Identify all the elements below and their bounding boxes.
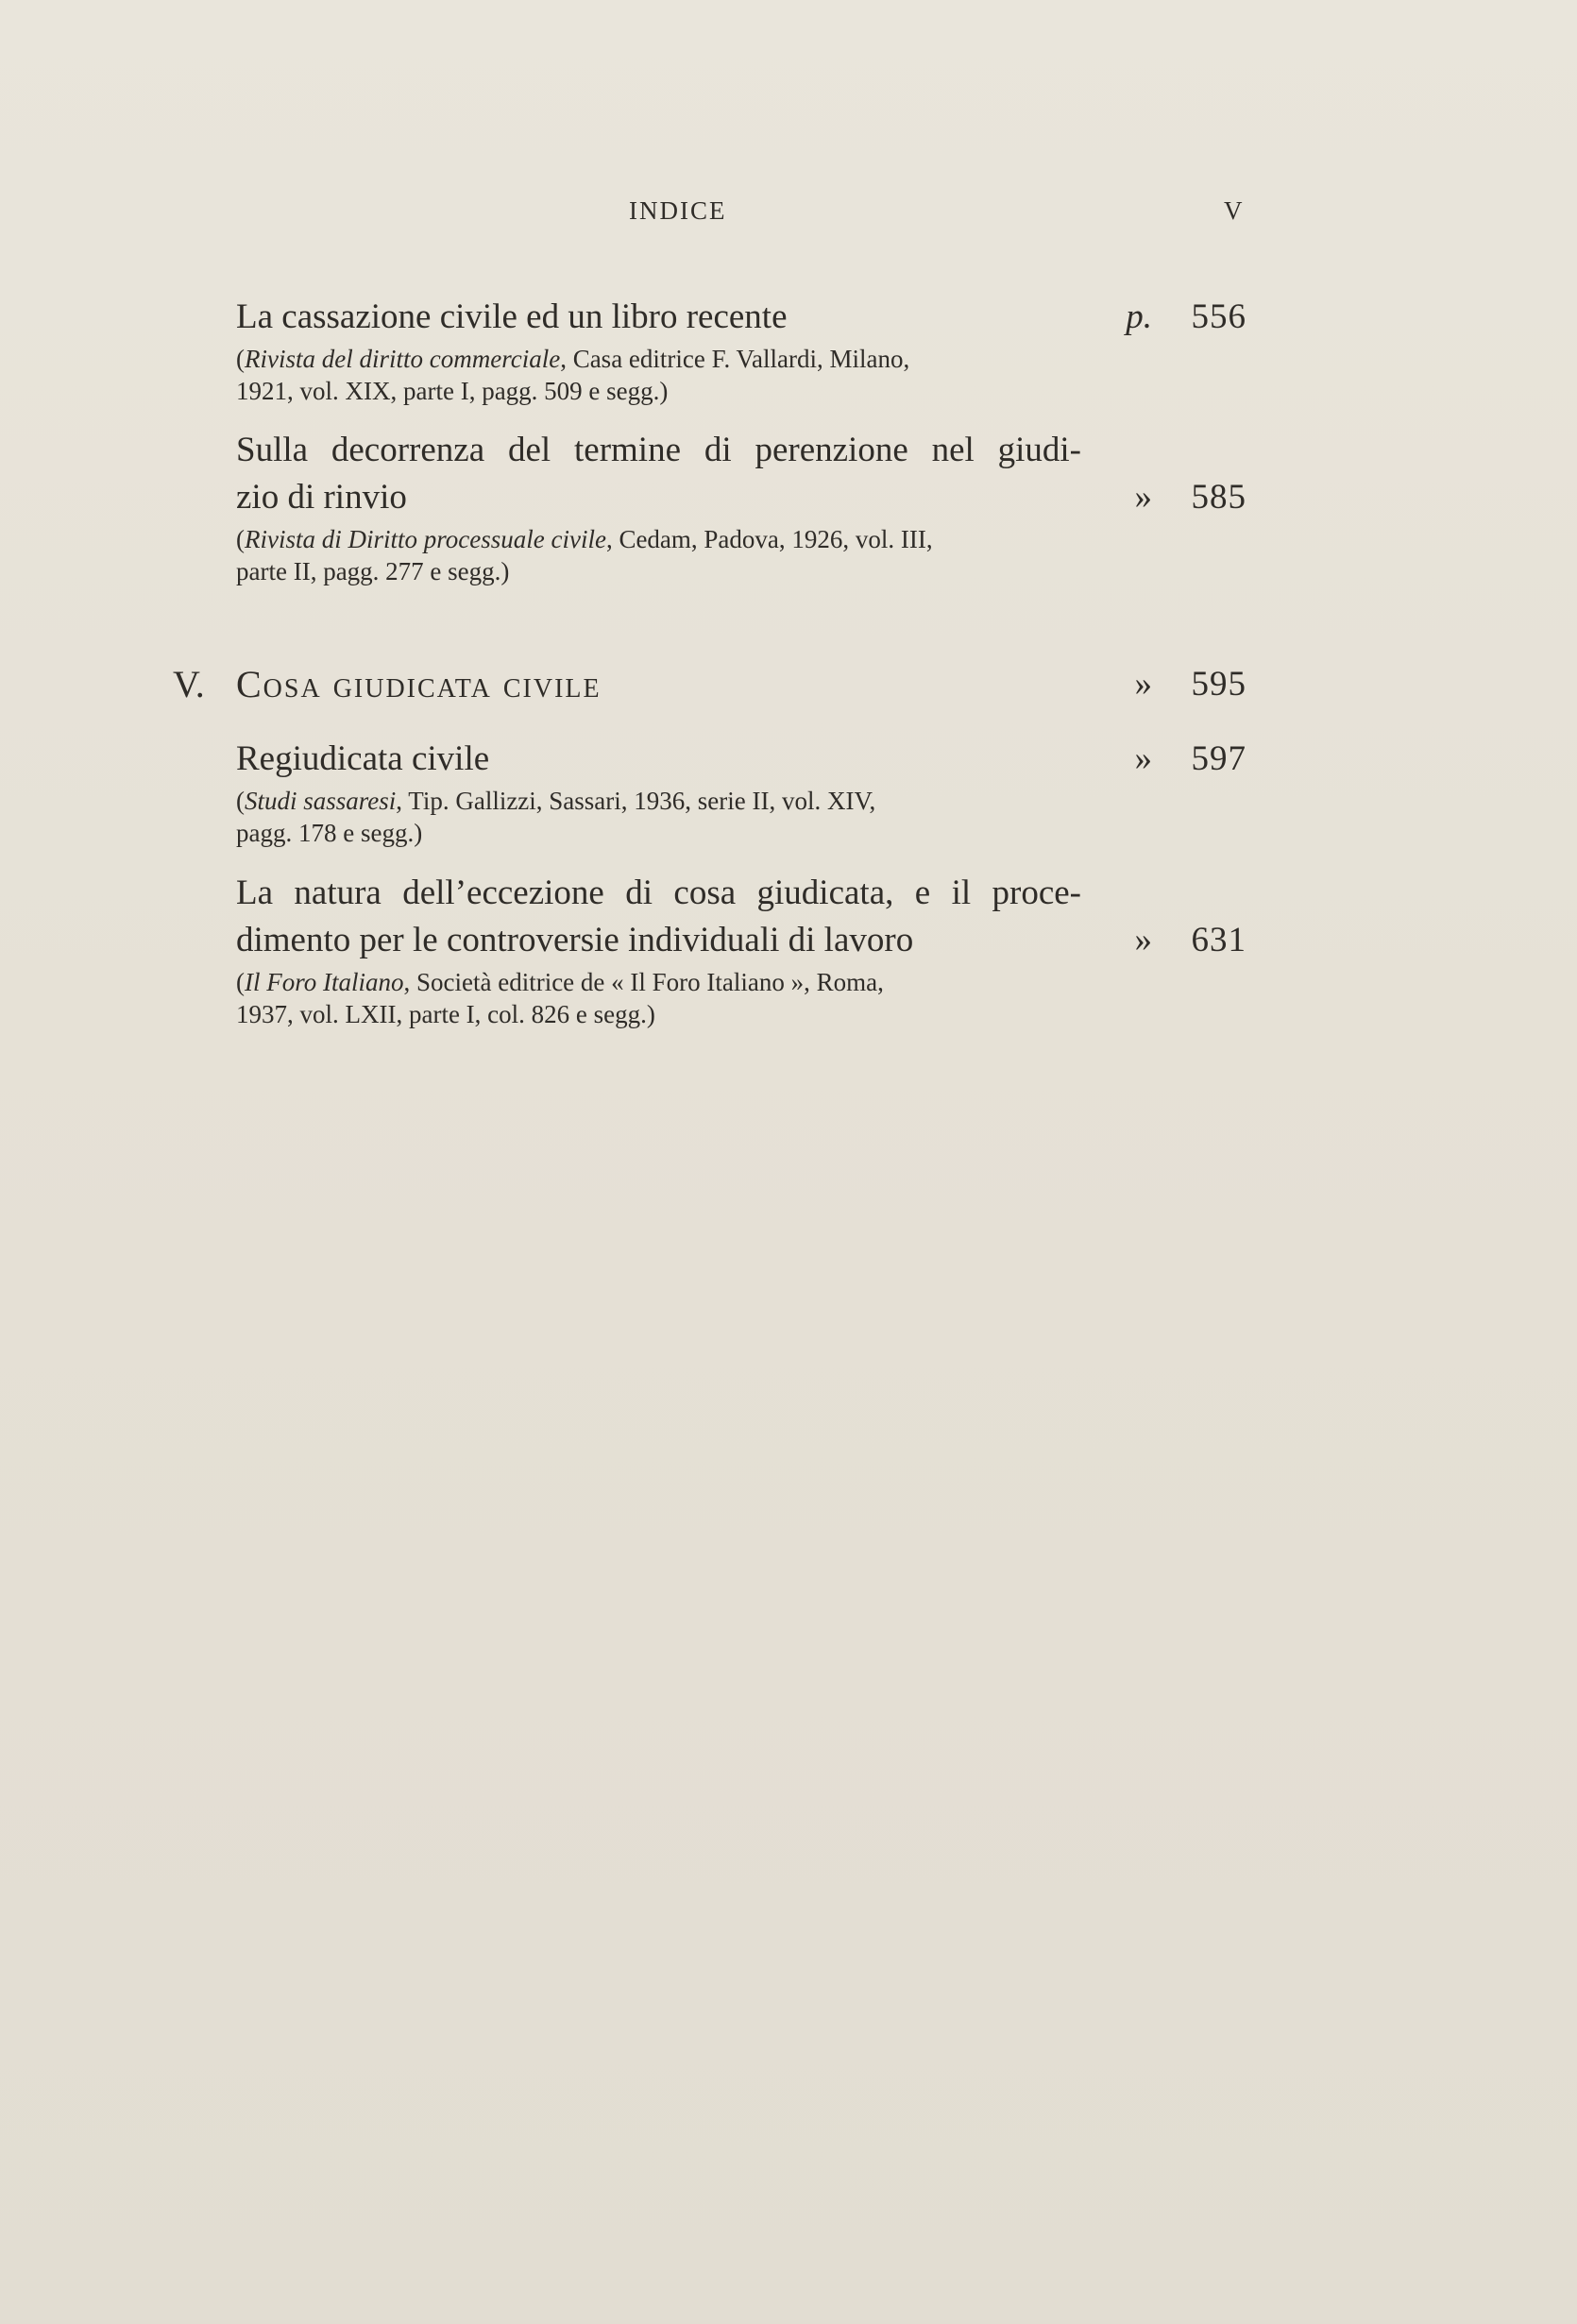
- citation-details-cont: parte II, pagg. 277 e segg.): [236, 557, 510, 585]
- running-head-title: INDICE: [629, 196, 727, 225]
- toc-entry: [236, 870, 1246, 1030]
- entry-title-line: La natura dell’eccezione di cosa giudicata, e il proce-: [236, 874, 1081, 912]
- page-number: 595: [1191, 665, 1246, 704]
- entry-page-ref: [1134, 917, 1246, 964]
- section-title: Cosa giudicata civile: [236, 663, 602, 705]
- page-number: 631: [1191, 921, 1246, 959]
- page-folio: V: [1224, 196, 1245, 225]
- entry-title-line: La cassazione civile ed un libro recente: [236, 297, 788, 336]
- page-prefix: p.: [1126, 297, 1152, 336]
- ditto-mark: »: [1134, 478, 1152, 517]
- entry-citation: (Rivista di Diritto processuale civile, Cedam, Padova, 1926, vol. III, parte II, pagg. 277 e segg.): [236, 523, 1081, 587]
- section-page-ref: [1134, 661, 1246, 708]
- entry-page-ref: [1126, 294, 1246, 341]
- entry-page-ref: [1134, 474, 1246, 521]
- toc-entry: [236, 427, 1246, 587]
- entry-title-line: dimento per le controversie individuali di lavoro: [236, 921, 914, 959]
- citation-journal: Rivista del diritto commerciale: [245, 345, 561, 373]
- citation-details-cont: 1921, vol. XIX, parte I, pagg. 509 e segg.): [236, 377, 669, 405]
- page-number: 597: [1191, 739, 1246, 778]
- citation-details: , Casa editrice F. Vallardi, Milano,: [560, 345, 910, 373]
- citation-details: , Tip. Gallizzi, Sassari, 1936, serie II, vol. XIV,: [396, 787, 876, 815]
- entry-title-line: zio di rinvio: [236, 478, 407, 517]
- ditto-mark: »: [1134, 665, 1152, 704]
- citation-details-cont: 1937, vol. LXII, parte I, col. 826 e segg.): [236, 1000, 655, 1028]
- running-head: [0, 196, 1577, 234]
- page-number: 585: [1191, 478, 1246, 517]
- ditto-mark: »: [1134, 921, 1152, 959]
- entry-title-line: Sulla decorrenza del termine di perenzione nel giudi-: [236, 431, 1081, 469]
- citation-details: , Cedam, Padova, 1926, vol. III,: [605, 525, 933, 553]
- entry-citation: (Il Foro Italiano, Società editrice de « Il Foro Italiano », Roma, 1937, vol. LXII, parte I, col. 826 e segg.): [236, 966, 1081, 1030]
- citation-journal: Rivista di Diritto processuale civile: [245, 525, 606, 553]
- citation-details: , Società editrice de « Il Foro Italiano », Roma,: [403, 968, 884, 996]
- section-number: V.: [173, 663, 205, 705]
- entry-title-line: Regiudicata civile: [236, 739, 490, 778]
- entry-page-ref: [1134, 736, 1246, 783]
- entry-citation: (Rivista del diritto commerciale, Casa editrice F. Vallardi, Milano, 1921, vol. XIX, parte I, pagg. 509 e segg.): [236, 343, 1081, 407]
- toc-entry: [236, 294, 1246, 407]
- citation-journal: Il Foro Italiano: [245, 968, 404, 996]
- entry-citation: (Studi sassaresi, Tip. Gallizzi, Sassari, 1936, serie II, vol. XIV, pagg. 178 e segg.): [236, 785, 1081, 849]
- ditto-mark: »: [1134, 739, 1152, 778]
- page-number: 556: [1191, 297, 1246, 336]
- section-heading: [173, 661, 1246, 708]
- citation-details-cont: pagg. 178 e segg.): [236, 819, 423, 847]
- toc-entry: [236, 736, 1246, 849]
- citation-journal: Studi sassaresi: [245, 787, 397, 815]
